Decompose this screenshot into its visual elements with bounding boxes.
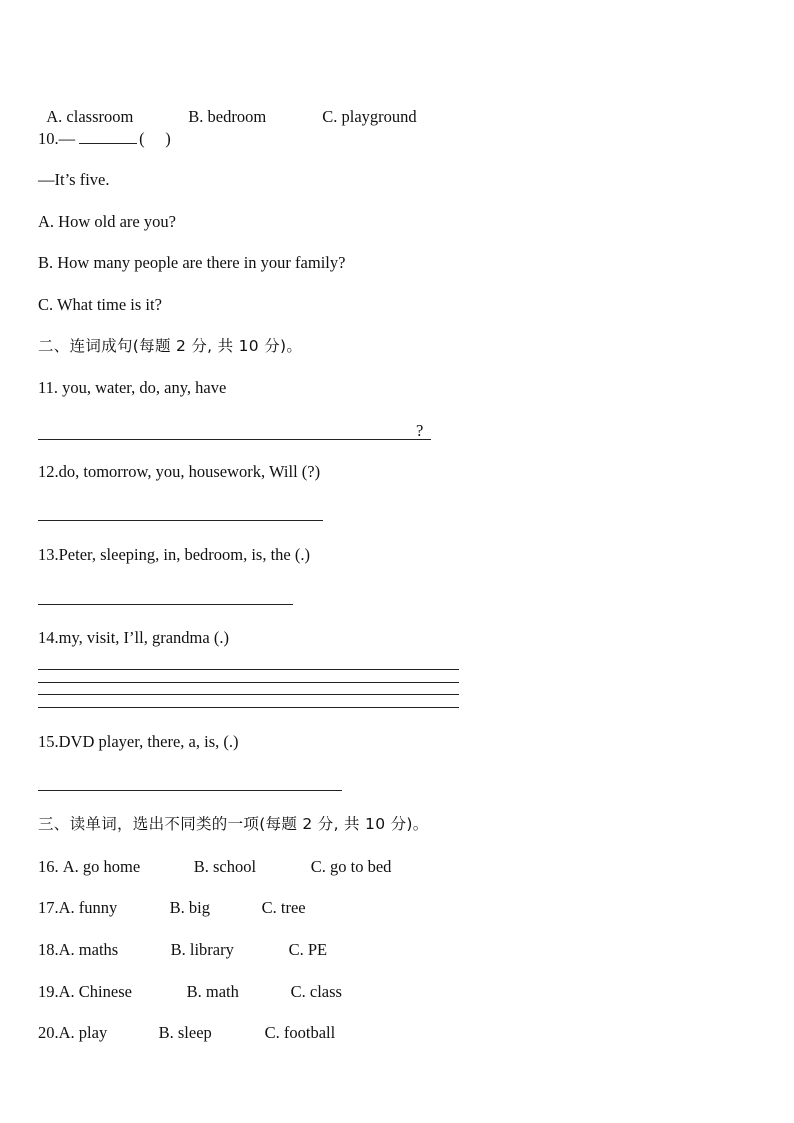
q12-answer-line[interactable] bbox=[38, 520, 323, 521]
q10-reply: —It’s five. bbox=[38, 170, 110, 189]
q15-answer-line[interactable] bbox=[38, 790, 342, 791]
q14-writing-line-4[interactable] bbox=[38, 707, 459, 708]
q20-option-a: A. play bbox=[58, 1023, 108, 1042]
q15-words: 15.DVD player, there, a, is, (.) bbox=[38, 732, 239, 751]
q20-number: 20. bbox=[38, 1023, 59, 1042]
q18-option-a: A. maths bbox=[58, 940, 119, 959]
q18-option-b: B. library bbox=[170, 940, 234, 959]
q17-row bbox=[38, 898, 306, 918]
q16-number: 16. bbox=[38, 857, 63, 876]
section3-heading: 三、读单词，选出不同类的一项(每题 2 分, 共 10 分)。 bbox=[38, 815, 429, 833]
q16-option-a: A. go home bbox=[62, 857, 141, 876]
q16-option-c: C. go to bed bbox=[310, 857, 392, 876]
q14-words: 14.my, visit, I’ll, grandma (.) bbox=[38, 628, 229, 647]
q19-option-a: A. Chinese bbox=[58, 982, 132, 1001]
q9-options bbox=[38, 87, 417, 127]
q10-number: 10. bbox=[38, 129, 59, 148]
q19-option-b: B. math bbox=[186, 982, 239, 1001]
q17-option-c: C. tree bbox=[261, 898, 306, 917]
q18-row bbox=[38, 940, 327, 960]
q11-words: 11. you, water, do, any, have bbox=[38, 378, 227, 397]
q20-option-b: B. sleep bbox=[158, 1023, 212, 1042]
q17-option-b: B. big bbox=[169, 898, 210, 917]
q10-answer-blank[interactable] bbox=[79, 129, 137, 144]
q14-writing-line-2[interactable] bbox=[38, 682, 459, 683]
q11-answer-line[interactable] bbox=[38, 439, 431, 440]
q19-option-c: C. class bbox=[290, 982, 342, 1001]
q9-option-b: B. bedroom bbox=[188, 107, 267, 126]
q13-words: 13.Peter, sleeping, in, bedroom, is, the (.) bbox=[38, 545, 310, 564]
q20-row bbox=[38, 1023, 335, 1043]
q16-row bbox=[38, 857, 391, 877]
q20-option-c: C. football bbox=[264, 1023, 336, 1042]
q19-number: 19. bbox=[38, 982, 59, 1001]
section2-heading: 二、连词成句(每题 2 分, 共 10 分)。 bbox=[38, 337, 303, 355]
q11-end-mark: ? bbox=[416, 421, 424, 440]
q9-option-a: A. classroom bbox=[46, 107, 134, 126]
q10-prompt bbox=[38, 129, 171, 149]
q10-option-a: A. How old are you? bbox=[38, 212, 176, 231]
q13-answer-line[interactable] bbox=[38, 604, 293, 605]
q18-number: 18. bbox=[38, 940, 59, 959]
q14-writing-line-3[interactable] bbox=[38, 694, 459, 695]
q17-option-a: A. funny bbox=[58, 898, 118, 917]
q17-number: 17. bbox=[38, 898, 59, 917]
q9-option-c: C. playground bbox=[322, 107, 417, 126]
q10-paren: ( ) bbox=[139, 129, 171, 148]
q19-row bbox=[38, 982, 342, 1002]
q16-option-b: B. school bbox=[193, 857, 257, 876]
q10-dash: — bbox=[58, 129, 76, 148]
q12-words: 12.do, tomorrow, you, housework, Will (?) bbox=[38, 462, 321, 481]
q10-option-c: C. What time is it? bbox=[38, 295, 162, 314]
q14-writing-line-1[interactable] bbox=[38, 669, 459, 670]
q18-option-c: C. PE bbox=[288, 940, 328, 959]
q10-option-b: B. How many people are there in your family? bbox=[38, 253, 346, 272]
